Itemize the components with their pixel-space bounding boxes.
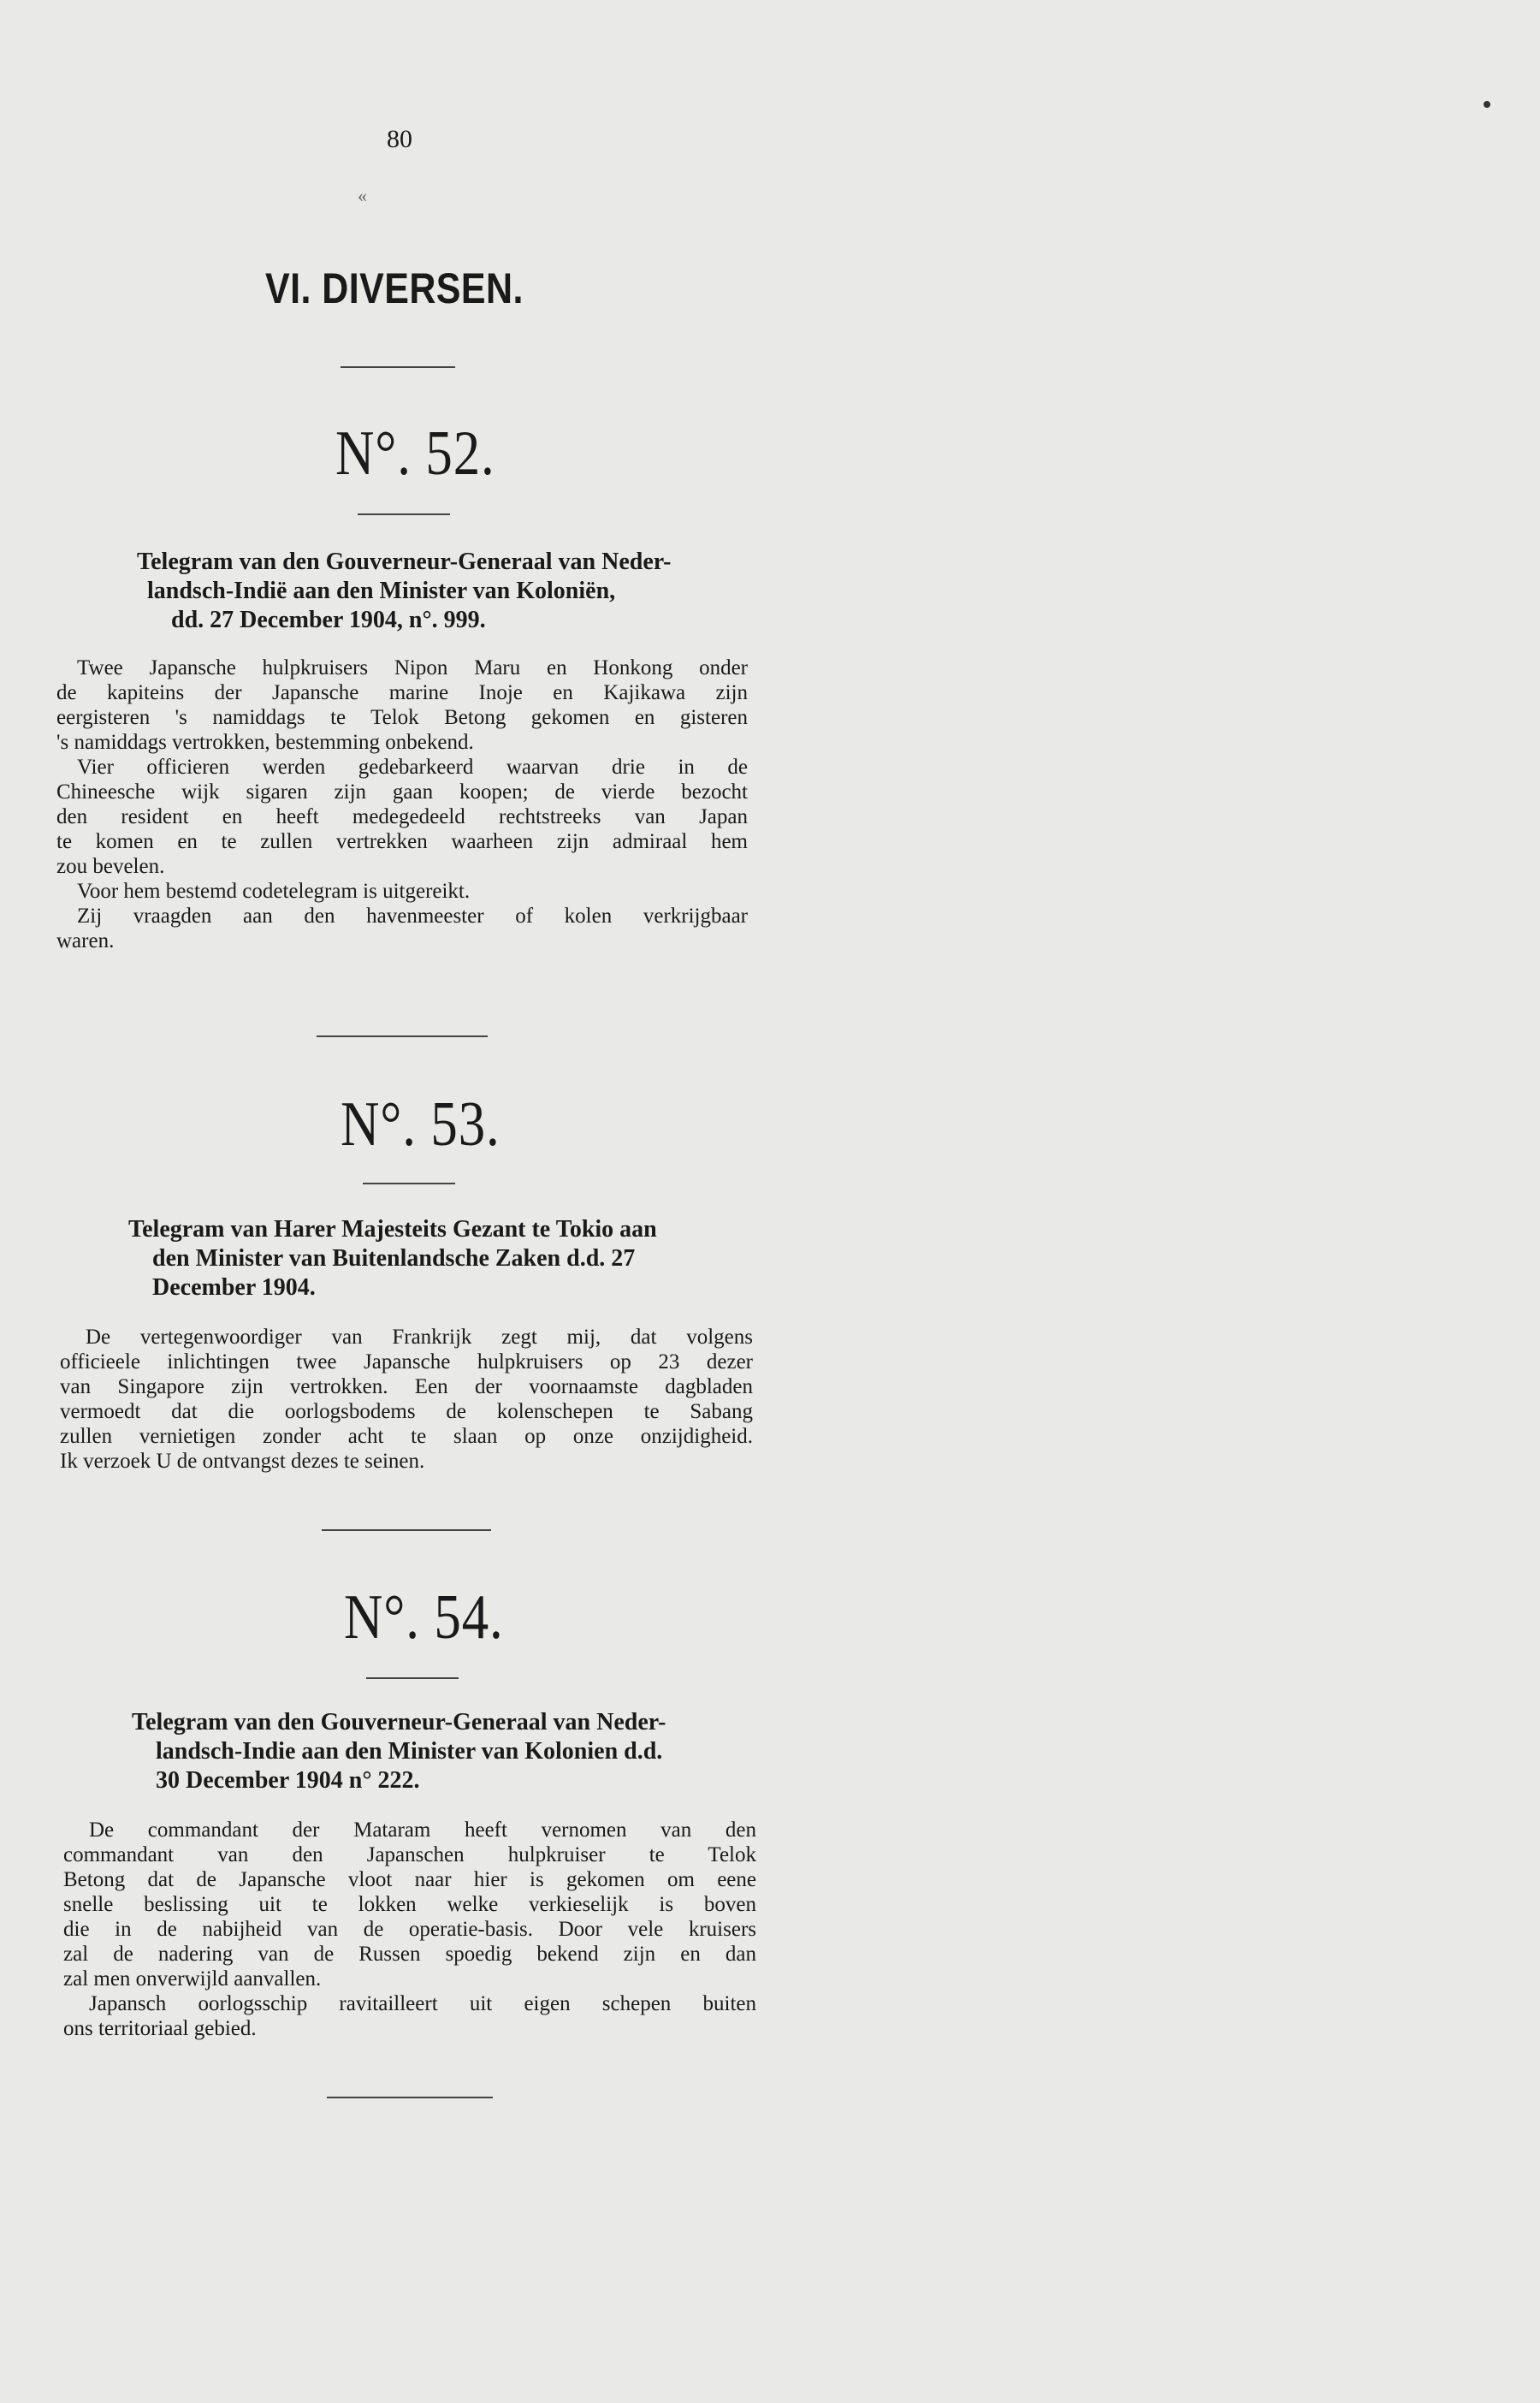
document-body xyxy=(63,1818,756,2041)
page-number: 80 xyxy=(387,125,412,153)
body-line: zal de nadering van de Russen spoedig bekend zijn en dan xyxy=(63,1943,756,1966)
body-line: de kapiteins der Japansche marine Inoje en Kajikawa zijn xyxy=(56,681,748,704)
document-number: N°. 54. xyxy=(344,1582,504,1652)
body-line: officieele inlichtingen twee Japansche hulpkruisers op 23 dezer xyxy=(60,1350,753,1374)
body-line: Vier officieren werden gedebarkeerd waarvan drie in de xyxy=(77,756,748,779)
heading-line: Telegram van Harer Majesteits Gezant te Tokio aan xyxy=(128,1216,657,1243)
body-line: De commandant der Mataram heeft vernomen van den xyxy=(89,1819,756,1842)
heading-line: landsch-Indie aan den Minister van Kolonien d.d. xyxy=(156,1738,663,1765)
body-line: commandant van den Japanschen hulpkruiser te Telok xyxy=(63,1843,756,1866)
divider xyxy=(341,366,455,368)
heading-line: Telegram van den Gouverneur-Generaal van Neder- xyxy=(137,549,672,575)
body-line: te komen en te zullen vertrekken waarheen zijn admiraal hem xyxy=(56,830,748,853)
heading-line: landsch-Indië aan den Minister van Koloniën, xyxy=(147,578,616,604)
body-line: zou bevelen. xyxy=(56,855,165,878)
document-number: N°. 53. xyxy=(341,1089,500,1160)
document-number: N°. 52. xyxy=(335,418,495,489)
document-body xyxy=(60,1325,753,1474)
body-line: zullen vernietigen zonder acht te slaan op onze onzijdigheid. xyxy=(60,1425,753,1448)
section-title: VI. DIVERSEN. xyxy=(265,264,524,312)
body-line: Betong dat de Japansche vloot naar hier is gekomen om eene xyxy=(63,1868,756,1891)
body-line: Japansch oorlogsschip ravitailleert uit eigen schepen buiten xyxy=(89,1992,756,2015)
document-heading xyxy=(128,1215,751,1302)
body-line: Twee Japansche hulpkruisers Nipon Maru en Honkong onder xyxy=(77,656,748,679)
document-heading xyxy=(137,548,746,635)
body-line: eergisteren 's namiddags te Telok Betong gekomen en gisteren xyxy=(56,706,748,729)
heading-line: dd. 27 December 1904, n°. 999. xyxy=(171,607,486,633)
heading-line: den Minister van Buitenlandsche Zaken d.d. 27 xyxy=(152,1245,636,1272)
body-line: die in de nabijheid van de operatie-basis. Door vele kruisers xyxy=(63,1918,756,1941)
divider xyxy=(322,1529,491,1531)
body-line: Voor hem bestemd codetelegram is uitgereikt. xyxy=(77,880,471,903)
divider xyxy=(363,1183,455,1184)
divider xyxy=(317,1035,488,1037)
body-line: Zij vraagden aan den havenmeester of kolen verkrijgbaar xyxy=(77,905,748,928)
body-line: van Singapore zijn vertrokken. Een der voornaamste dagbladen xyxy=(60,1375,753,1398)
heading-line: Telegram van den Gouverneur-Generaal van Neder- xyxy=(132,1709,666,1736)
heading-line: 30 December 1904 n° 222. xyxy=(156,1767,420,1794)
body-line: De vertegenwoordiger van Frankrijk zegt mij, dat volgens xyxy=(86,1326,753,1349)
body-line: vermoedt dat die oorlogsbodems de kolenschepen te Sabang xyxy=(60,1400,753,1423)
body-line: ons territoriaal gebied. xyxy=(63,2017,257,2040)
document-heading xyxy=(132,1708,756,1795)
body-line: zal men onverwijld aanvallen. xyxy=(63,1967,322,1991)
body-line: Chineesche wijk sigaren zijn gaan koopen; de vierde bezocht xyxy=(56,780,748,804)
body-line: waren. xyxy=(56,929,115,952)
heading-line: December 1904. xyxy=(152,1274,316,1301)
stray-mark: « xyxy=(358,185,367,206)
stray-dot xyxy=(1484,101,1490,108)
body-line: 's namiddags vertrokken, bestemming onbekend. xyxy=(56,731,474,754)
body-line: snelle beslissing uit te lokken welke verkieselijk is boven xyxy=(63,1893,756,1916)
document-body xyxy=(56,656,748,953)
divider xyxy=(358,513,450,515)
body-line: den resident en heeft medegedeeld rechtstreeks van Japan xyxy=(56,805,748,828)
body-line: Ik verzoek U de ontvangst dezes te seinen. xyxy=(60,1450,425,1473)
divider xyxy=(327,2097,493,2098)
divider xyxy=(366,1677,459,1679)
